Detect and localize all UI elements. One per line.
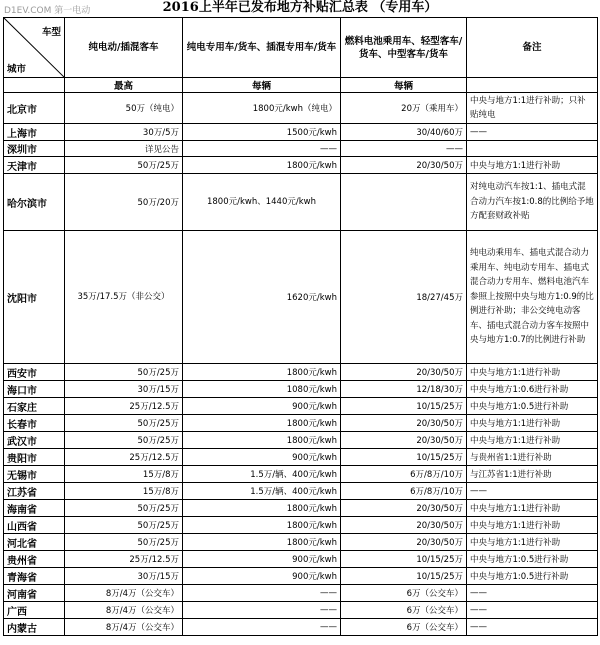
- special-vehicle-value: 1500元/kwh: [183, 124, 341, 141]
- city-cell: 石家庄: [4, 398, 65, 415]
- header-col1: 纯电动/插混客车: [65, 18, 183, 78]
- ev-bus-value: 50万（纯电）: [65, 93, 183, 124]
- ev-bus-value: 30万/5万: [65, 124, 183, 141]
- fuel-cell-value: 18/27/45万: [341, 231, 467, 364]
- special-vehicle-value: 1.5万/辆、400元/kwh: [183, 466, 341, 483]
- fuel-cell-value: 20/30/50万: [341, 517, 467, 534]
- note-cell: 与贵州省1:1进行补助: [467, 449, 598, 466]
- fuel-cell-value: 30/40/60万: [341, 124, 467, 141]
- special-vehicle-value: 900元/kwh: [183, 449, 341, 466]
- note-cell: ——: [467, 619, 598, 636]
- note-cell: ——: [467, 483, 598, 500]
- table-row: [4, 568, 598, 585]
- note-cell: 纯电动乘用车、插电式混合动力乘用车、纯电动专用车、插电式混合动力专用车、燃料电池汽车参照上按照中央与地方1:0.9的比例进行补助；非公交纯电动客车、插电式混合动力客车按照中央与地方1:0.7的比例进行补助: [467, 231, 598, 364]
- special-vehicle-value: 1800元/kwh: [183, 500, 341, 517]
- city-cell: 贵阳市: [4, 449, 65, 466]
- table-row: [4, 534, 598, 551]
- unit-empty: [467, 78, 598, 93]
- ev-bus-value: 8万/4万（公交车）: [65, 619, 183, 636]
- city-cell: 山西省: [4, 517, 65, 534]
- header-row: [4, 18, 598, 78]
- fuel-cell-value: 10/15/25万: [341, 551, 467, 568]
- city-cell: 贵州省: [4, 551, 65, 568]
- city-cell: 天津市: [4, 157, 65, 174]
- fuel-cell-value: 6万/8万/10万: [341, 466, 467, 483]
- city-cell: 北京市: [4, 93, 65, 124]
- note-cell: 中央与地方1:0.5进行补助: [467, 398, 598, 415]
- city-cell: 广西: [4, 602, 65, 619]
- ev-bus-value: 50万/25万: [65, 432, 183, 449]
- fuel-cell-value: 20/30/50万: [341, 534, 467, 551]
- table-row: [4, 585, 598, 602]
- note-cell: 中央与地方1:1进行补助: [467, 415, 598, 432]
- table-row: [4, 483, 598, 500]
- unit-col2: 每辆: [183, 78, 341, 93]
- table-row: [4, 364, 598, 381]
- city-cell: 河南省: [4, 585, 65, 602]
- special-vehicle-value: 1800元/kwh: [183, 517, 341, 534]
- fuel-cell-value: 10/15/25万: [341, 568, 467, 585]
- ev-bus-value: 50万/25万: [65, 415, 183, 432]
- ev-bus-value: 详见公告: [65, 141, 183, 157]
- ev-bus-value: 8万/4万（公交车）: [65, 585, 183, 602]
- header-col2: 纯电专用车/货车、插混专用车/货车: [183, 18, 341, 78]
- ev-bus-value: 25万/12.5万: [65, 449, 183, 466]
- ev-bus-value: 15万/8万: [65, 483, 183, 500]
- ev-bus-value: 50万/25万: [65, 157, 183, 174]
- table-row: [4, 381, 598, 398]
- special-vehicle-value: 1800元/kwh: [183, 364, 341, 381]
- fuel-cell-value: 20/30/50万: [341, 364, 467, 381]
- special-vehicle-value: 1.5万/辆、400元/kwh: [183, 483, 341, 500]
- note-cell: 对纯电动汽车按1:1、插电式混合动力汽车按1:0.8的比例给予地方配套财政补贴: [467, 174, 598, 231]
- table-row: [4, 449, 598, 466]
- ev-bus-value: 30万/15万: [65, 381, 183, 398]
- corner-header-cell: [4, 18, 65, 78]
- special-vehicle-value: 900元/kwh: [183, 398, 341, 415]
- fuel-cell-value: 20/30/50万: [341, 432, 467, 449]
- city-cell: 武汉市: [4, 432, 65, 449]
- special-vehicle-value: 1800元/kwh: [183, 415, 341, 432]
- fuel-cell-value: 6万（公交车）: [341, 619, 467, 636]
- note-cell: 中央与地方1:1进行补助；只补贴纯电: [467, 93, 598, 124]
- note-cell: 中央与地方1:0.6进行补助: [467, 381, 598, 398]
- header-col3: 燃料电池乘用车、轻型客车/货车、中型客车/货车: [341, 18, 467, 78]
- fuel-cell-value: 10/15/25万: [341, 398, 467, 415]
- city-cell: 长春市: [4, 415, 65, 432]
- table-row: [4, 500, 598, 517]
- title-text: 2016上半年已发布地方补贴汇总表 （专用车）: [162, 0, 438, 15]
- city-cell: 内蒙古: [4, 619, 65, 636]
- note-cell: 中央与地方1:0.5进行补助: [467, 568, 598, 585]
- ev-bus-value: 50万/25万: [65, 517, 183, 534]
- special-vehicle-value: ——: [183, 141, 341, 157]
- special-vehicle-value: 1800元/kwh: [183, 432, 341, 449]
- ev-bus-value: 25万/12.5万: [65, 551, 183, 568]
- fuel-cell-value: 12/18/30万: [341, 381, 467, 398]
- watermark: D1EV.COM 第一电动: [4, 6, 91, 16]
- special-vehicle-value: 1080元/kwh: [183, 381, 341, 398]
- unit-col1: 最高: [65, 78, 183, 93]
- header-col4: 备注: [467, 18, 598, 78]
- subsidy-table: [3, 17, 598, 636]
- city-cell: 青海省: [4, 568, 65, 585]
- fuel-cell-value: 20万（乘用车）: [341, 93, 467, 124]
- special-vehicle-value: 1800元/kwh（纯电）: [183, 93, 341, 124]
- fuel-cell-value: 20/30/50万: [341, 415, 467, 432]
- corner-label-vehicle: 车型: [41, 27, 61, 38]
- special-vehicle-value: 900元/kwh: [183, 551, 341, 568]
- ev-bus-value: 50万/25万: [65, 500, 183, 517]
- note-cell: ——: [467, 585, 598, 602]
- units-row: [4, 78, 598, 93]
- ev-bus-value: 15万/8万: [65, 466, 183, 483]
- note-cell: 中央与地方1:1进行补助: [467, 534, 598, 551]
- table-row: [4, 124, 598, 141]
- note-cell: ——: [467, 124, 598, 141]
- fuel-cell-value: 20/30/50万: [341, 157, 467, 174]
- table-row: [4, 466, 598, 483]
- fuel-cell-value: 6万（公交车）: [341, 585, 467, 602]
- special-vehicle-value: ——: [183, 619, 341, 636]
- note-cell: 中央与地方1:1进行补助: [467, 364, 598, 381]
- special-vehicle-value: ——: [183, 585, 341, 602]
- fuel-cell-value: 6万/8万/10万: [341, 483, 467, 500]
- city-cell: 西安市: [4, 364, 65, 381]
- table-row: [4, 157, 598, 174]
- special-vehicle-value: 1800元/kwh: [183, 157, 341, 174]
- table-row: [4, 174, 598, 231]
- table-row: [4, 602, 598, 619]
- table-row: [4, 231, 598, 364]
- fuel-cell-value: [341, 174, 467, 231]
- ev-bus-value: 50万/25万: [65, 364, 183, 381]
- page-title: [0, 0, 600, 16]
- table-row: [4, 398, 598, 415]
- city-cell: 深圳市: [4, 141, 65, 157]
- note-cell: 中央与地方1:1进行补助: [467, 157, 598, 174]
- table-row: [4, 517, 598, 534]
- ev-bus-value: 8万/4万（公交车）: [65, 602, 183, 619]
- note-cell: 中央与地方1:1进行补助: [467, 432, 598, 449]
- table-row: [4, 93, 598, 124]
- note-cell: ——: [467, 602, 598, 619]
- fuel-cell-value: 6万（公交车）: [341, 602, 467, 619]
- table-row: [4, 141, 598, 157]
- city-cell: 哈尔滨市: [4, 174, 65, 231]
- ev-bus-value: 50万/20万: [65, 174, 183, 231]
- special-vehicle-value: 1800元/kwh: [183, 534, 341, 551]
- note-cell: 中央与地方1:1进行补助: [467, 500, 598, 517]
- city-cell: 海口市: [4, 381, 65, 398]
- note-cell: 中央与地方1:0.5进行补助: [467, 551, 598, 568]
- city-cell: 河北省: [4, 534, 65, 551]
- table-row: [4, 415, 598, 432]
- fuel-cell-value: 20/30/50万: [341, 500, 467, 517]
- note-cell: [467, 141, 598, 157]
- note-cell: 与江苏省1:1进行补助: [467, 466, 598, 483]
- table-row: [4, 551, 598, 568]
- city-cell: 上海市: [4, 124, 65, 141]
- city-cell: 江苏省: [4, 483, 65, 500]
- ev-bus-value: 50万/25万: [65, 534, 183, 551]
- table-row: [4, 619, 598, 636]
- city-cell: 海南省: [4, 500, 65, 517]
- corner-label-city: 城市: [7, 64, 27, 75]
- city-cell: 无锡市: [4, 466, 65, 483]
- special-vehicle-value: 900元/kwh: [183, 568, 341, 585]
- fuel-cell-value: ——: [341, 141, 467, 157]
- ev-bus-value: 35万/17.5万（非公交）: [65, 231, 183, 364]
- unit-col3: 每辆: [341, 78, 467, 93]
- special-vehicle-value: 1620元/kwh: [183, 231, 341, 364]
- special-vehicle-value: ——: [183, 602, 341, 619]
- ev-bus-value: 25万/12.5万: [65, 398, 183, 415]
- special-vehicle-value: 1800元/kwh、1440元/kwh: [183, 174, 341, 231]
- table-row: [4, 432, 598, 449]
- note-cell: 中央与地方1:1进行补助: [467, 517, 598, 534]
- ev-bus-value: 30万/15万: [65, 568, 183, 585]
- fuel-cell-value: 10/15/25万: [341, 449, 467, 466]
- city-cell: 沈阳市: [4, 231, 65, 364]
- units-empty: [4, 78, 65, 93]
